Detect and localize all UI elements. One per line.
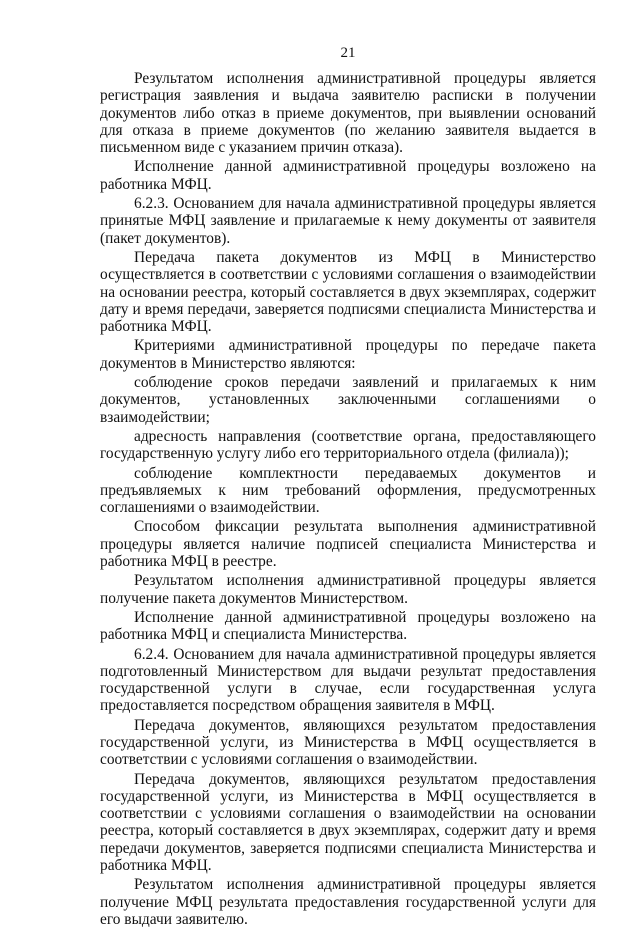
paragraph-registration-result: Результатом исполнения административной процедуры является регистрация заявления и выдача заявителю расписки в получении документов либо отказ в приеме документов, при выявлении оснований для отказа в приеме документов (по желанию заявителя выдается в письменном виде с указанием причин отказа). [100,70,596,157]
paragraph-package-received-result: Результатом исполнения административной процедуры является получение пакета документов Министерством. [100,572,596,607]
paragraph-criterion-completeness: соблюдение комплектности передаваемых документов и предъявляемых к ним требований оформления, предусмотренных соглашениями о взаимодействии. [100,464,596,517]
paragraph-mfc-worker-responsibility: Исполнение данной административной процедуры возложено на работника МФЦ. [100,158,596,193]
page-number: 21 [340,45,356,61]
paragraph-result-transfer-registry: Передача документов, являющихся результатом предоставления государственной услуги, из Министерства в МФЦ осуществляется в соответствии с условиями соглашения о взаимодействии на основании реестра, который составляется в двух экземплярах, содержит дату и время передачи документов, заверяется подписями специалиста Министерства и работника МФЦ. [100,770,596,875]
paragraph-fixation-method: Способом фиксации результата выполнения административной процедуры является наличие подписей специалиста Министерства и работника МФЦ в реестре. [100,518,596,571]
paragraph-criterion-deadlines: соблюдение сроков передачи заявлений и прилагаемых к ним документов, установленных заключенными соглашениями о взаимодействии; [100,374,596,426]
paragraph-6-2-3-basis: 6.2.3. Основанием для начала административной процедуры является принятые МФЦ заявление и прилагаемые к нему документы от заявителя (пакет документов). [100,195,596,247]
paragraph-criterion-addressing: адресность направления (соответствие органа, предоставляющего государственную услугу либо его территориального отдела (филиала)); [100,427,596,463]
paragraph-criteria-intro: Критериями административной процедуры по передаче пакета документов в Министерство являются: [100,337,596,372]
paragraph-result-transfer: Передача документов, являющихся результатом предоставления государственной услуги, из Министерства в МФЦ осуществляется в соответствии с условиями соглашения о взаимодействии. [100,716,596,769]
paragraph-final-result: Результатом исполнения административной процедуры является получение МФЦ результата предоставления государственной услуги для его выдачи заявителю. [100,876,596,928]
paragraph-joint-responsibility: Исполнение данной административной процедуры возложено на работника МФЦ и специалиста Министерства. [100,608,596,644]
paragraph-6-2-4-basis: 6.2.4. Основанием для начала административной процедуры является подготовленный Министерством для выдачи результат предоставления государственной услуги в случае, если государственная услуга предоставляется посредством обращения заявителя в МФЦ. [100,645,596,715]
paragraph-package-transfer: Передача пакета документов из МФЦ в Министерство осуществляется в соответствии с условиями соглашения о взаимодействии на основании реестра, который составляется в двух экземплярах, содержит дату и время передачи, заверяется подписями специалиста Министерства и работника МФЦ. [100,248,596,336]
